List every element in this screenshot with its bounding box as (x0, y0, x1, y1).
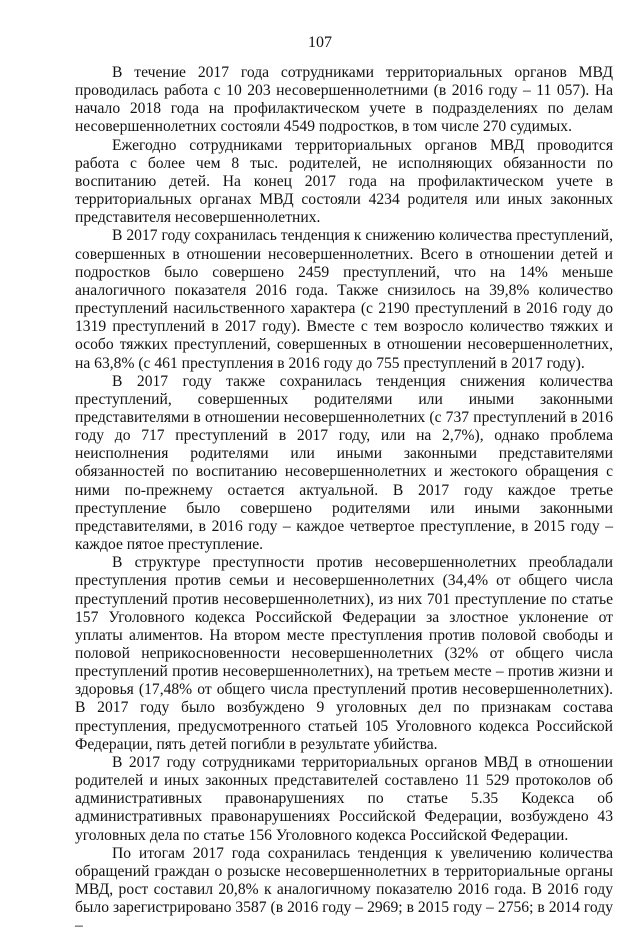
page-number: 107 (308, 34, 332, 51)
paragraph-administrative-protocols: В 2017 году сотрудниками территориальных органов МВД в отношении родителей и иных законных представителей составлено 11 529 протоколов об административных правонарушениях по статье 5.35 Кодекса об административных правонарушениях Российской Федерации, возбуждено 43 уголовных дела по статье 156 Уголовного кодекса Российской Федерации. (75, 753, 613, 844)
paragraph-parents-work: Ежегодно сотрудниками территориальных органов МВД проводится работа с более чем 8 тыс. родителей, не исполняющих обязанности по воспитанию детей. На конец 2017 года на профилактическом учете в территориальных органах МВД состояли 4234 родителя или иных законных представителя несовершеннолетних. (75, 136, 613, 227)
paragraph-juvenile-work: В течение 2017 года сотрудниками территориальных органов МВД проводилась работа с 10 203 несовершеннолетними (в 2016 году – 11 057). На начало 2018 года на профилактическом учете в подразделениях по делам несовершеннолетних состояли 4549 подростков, в том числе 270 судимых. (75, 64, 613, 136)
paragraph-crimes-by-parents: В 2017 году также сохранилась тенденция снижения количества преступлений, совершенных родителями или иными законными представителями в отношении несовершеннолетних (с 737 преступлений в 2016 году до 717 преступлений в 2017 году, или на 2,7%), однако проблема неисполнения родителями или иными законными представителями обязанностей по воспитанию несовершеннолетних и жестокого обращения с ними по-прежнему остается актуальной. В 2017 году каждое третье преступление было совершено родителями или иными законными представителями, в 2016 году – каждое четвертое преступление, в 2015 году – каждое пятое преступление. (75, 372, 613, 554)
page-body (75, 64, 613, 936)
paragraph-missing-minors: По итогам 2017 года сохранилась тенденция к увеличению количества обращений граждан о розыске несовершеннолетних в территориальные органы МВД, рост составил 20,8% к аналогичному показателю 2016 года. В 2016 году было зарегистрировано 3587 (в 2016 году – 2969; в 2015 году – 2756; в 2014 году – (75, 844, 613, 935)
paragraph-crimes-against-minors: В 2017 году сохранилась тенденция к снижению количества преступлений, совершенных в отношении несовершеннолетних. Всего в отношении детей и подростков было совершено 2459 преступлений, что на 14% меньше аналогичного показателя 2016 года. Также снизилось на 39,8% количество преступлений насильственного характера (с 2190 преступлений в 2016 году до 1319 преступлений в 2017 году). Вместе с тем возросло количество тяжких и особо тяжких преступлений, совершенных в отношении несовершеннолетних, на 63,8% (с 461 преступления в 2016 году до 755 преступлений в 2017 году). (75, 227, 613, 372)
paragraph-crime-structure: В структуре преступности против несовершеннолетних преобладали преступления против семьи и несовершеннолетних (34,4% от общего числа преступлений против несовершеннолетних), из них 701 преступление по статье 157 Уголовного кодекса Российской Федерации за злостное уклонение от уплаты алиментов. На втором месте преступления против половой свободы и половой неприкосновенности несовершеннолетних (32% от общего числа преступлений против несовершеннолетних), на третьем месте – против жизни и здоровья (17,48% от общего числа преступлений против несовершеннолетних). В 2017 году было возбуждено 9 уголовных дел по признакам состава преступления, предусмотренного статьей 105 Уголовного кодекса Российской Федерации, пять детей погибли в результате убийства. (75, 554, 613, 753)
